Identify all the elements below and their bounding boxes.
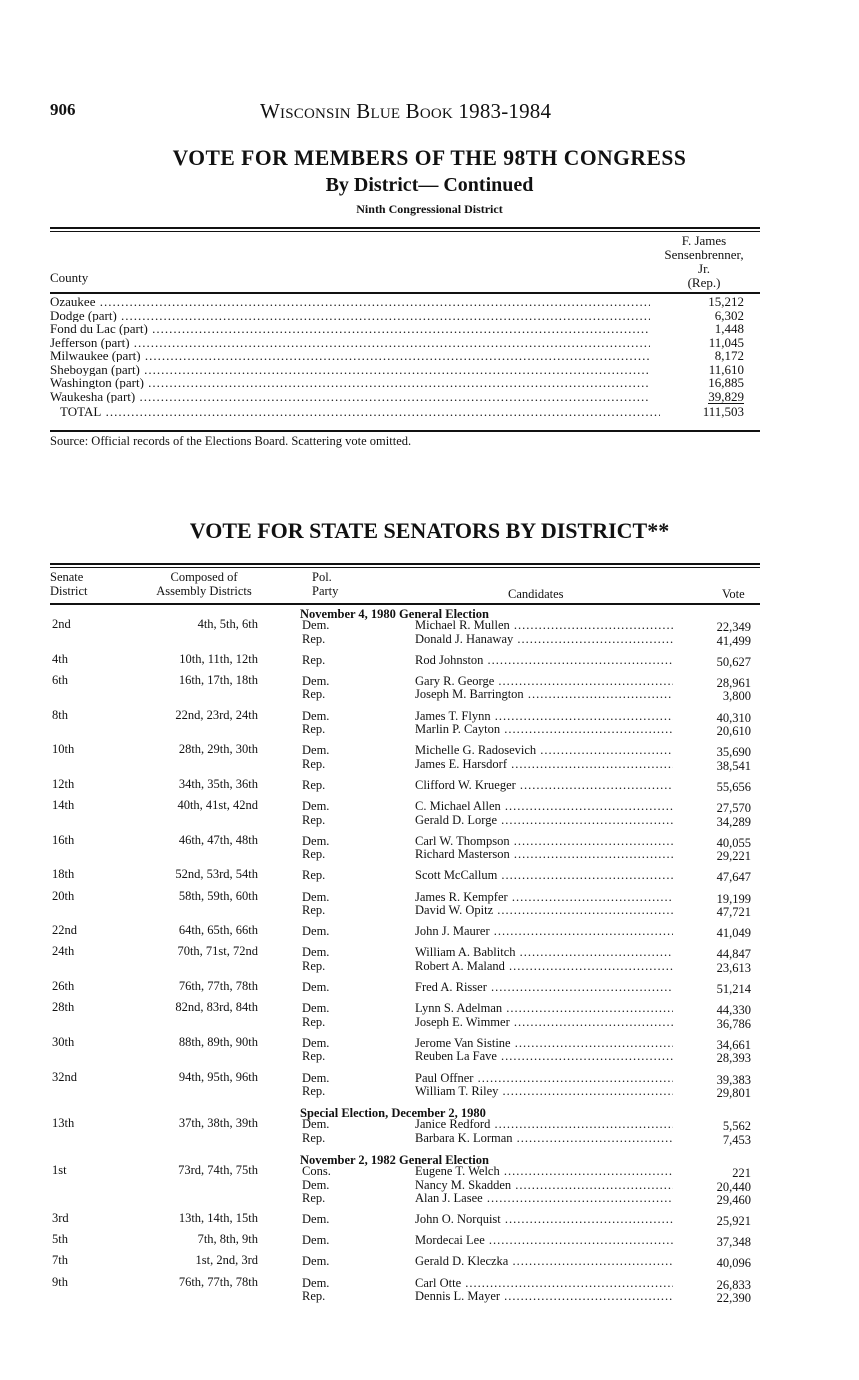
assembly-districts: 22nd, 23rd, 24th bbox=[175, 707, 258, 722]
header-line: Senate bbox=[50, 570, 84, 584]
vote-count: 11,610 bbox=[708, 361, 744, 377]
party: Cons. bbox=[302, 1163, 331, 1178]
senate-district: 20th bbox=[52, 888, 75, 903]
senate-district: 3rd bbox=[52, 1211, 69, 1226]
candidate-name: John J. Maurer ..... bbox=[415, 925, 673, 938]
vote-count: 29,221 bbox=[716, 849, 751, 864]
candidate-name: Robert A. Maland ..... bbox=[415, 960, 673, 973]
candidates-header: Candidates bbox=[508, 587, 564, 601]
candidate-name: Clifford W. Krueger ..... bbox=[415, 779, 673, 792]
vote-count: 41,049 bbox=[716, 926, 751, 941]
candidate-name: Lynn S. Adelman ..... bbox=[415, 1002, 673, 1015]
candidate-name: James E. Harsdorf ..... bbox=[415, 758, 673, 771]
party: Rep. bbox=[302, 1049, 326, 1064]
senate-district: 16th bbox=[52, 832, 75, 847]
vote-count: 7,453 bbox=[722, 1132, 751, 1147]
total-label: TOTAL ..... bbox=[60, 405, 660, 418]
candidate-name: Gary R. George ..... bbox=[415, 675, 673, 688]
candidate-header bbox=[648, 234, 760, 290]
candidate-name: Carl W. Thompson ..... bbox=[415, 835, 673, 848]
congress-table-header bbox=[50, 234, 760, 290]
vote-count: 51,214 bbox=[716, 982, 751, 996]
party: Rep. bbox=[302, 847, 326, 862]
total-vote: 111,503 bbox=[702, 404, 744, 419]
vote-count: 3,800 bbox=[722, 689, 751, 704]
vote-count: 15,212 bbox=[708, 294, 744, 309]
assembly-districts: 94th, 95th, 96th bbox=[178, 1069, 258, 1084]
party: Dem. bbox=[302, 1001, 330, 1016]
senate-district: 10th bbox=[52, 742, 75, 757]
vote-count: 39,829 bbox=[708, 388, 744, 404]
county-name: Milwaukee (part) ..... bbox=[50, 349, 650, 362]
party: Dem. bbox=[302, 1275, 330, 1290]
candidate-name: William A. Bablitch ..... bbox=[415, 946, 673, 959]
party-header bbox=[312, 570, 338, 598]
vote-count: 55,656 bbox=[716, 779, 751, 794]
assembly-districts: 37th, 38th, 39th bbox=[178, 1116, 258, 1131]
header-line: District bbox=[50, 584, 88, 598]
table-row bbox=[50, 376, 760, 389]
election-section-label: Special Election, December 2, 1980 bbox=[300, 1106, 486, 1121]
vote-count: 27,570 bbox=[716, 801, 751, 815]
candidate-name: Scott McCallum ..... bbox=[415, 869, 673, 882]
vote-count: 16,885 bbox=[708, 375, 744, 390]
party: Dem. bbox=[302, 799, 330, 813]
vote-count: 50,627 bbox=[716, 654, 751, 669]
party: Rep. bbox=[302, 958, 326, 973]
county-name: Dodge (part) ..... bbox=[50, 309, 650, 322]
vote-count: 34,289 bbox=[716, 814, 751, 829]
party: Rep. bbox=[302, 687, 326, 702]
candidate-name: Alan J. Lasee ..... bbox=[415, 1192, 673, 1205]
vote-count: 41,499 bbox=[716, 633, 751, 648]
vote-count: 23,613 bbox=[716, 960, 751, 975]
party: Rep. bbox=[302, 652, 326, 667]
vote-count: 37,348 bbox=[716, 1235, 751, 1250]
assembly-districts: 76th, 77th, 78th bbox=[178, 979, 258, 993]
assembly-districts: 40th, 41st, 42nd bbox=[177, 798, 258, 812]
assembly-districts: 13th, 14th, 15th bbox=[178, 1211, 258, 1226]
assembly-districts: 7th, 8th, 9th bbox=[197, 1232, 258, 1247]
senate-header-rule bbox=[50, 603, 760, 605]
vote-count: 1,448 bbox=[714, 321, 744, 336]
congress-title: VOTE FOR MEMBERS OF THE 98TH CONGRESS bbox=[172, 145, 687, 170]
county-header: County bbox=[50, 270, 89, 285]
candidate-name: Dennis L. Mayer ..... bbox=[415, 1290, 673, 1303]
senate-district: 30th bbox=[52, 1034, 75, 1049]
vote-count: 35,690 bbox=[716, 745, 751, 760]
assembly-districts: 76th, 77th, 78th bbox=[178, 1274, 258, 1289]
candidate-name: Paul Offner ..... bbox=[415, 1072, 673, 1085]
vote-count: 5,562 bbox=[722, 1119, 751, 1134]
senate-district: 4th bbox=[52, 651, 68, 666]
party: Rep. bbox=[302, 1014, 326, 1029]
party: Dem. bbox=[302, 945, 330, 960]
party: Dem. bbox=[302, 708, 330, 723]
candidate-name: Nancy M. Skadden ..... bbox=[415, 1179, 673, 1192]
senate-district-header bbox=[50, 570, 88, 598]
vote-count: 47,647 bbox=[716, 870, 751, 885]
party: Rep. bbox=[302, 756, 326, 771]
vote-count: 29,460 bbox=[716, 1193, 751, 1208]
assembly-districts: 64th, 65th, 66th bbox=[178, 923, 258, 938]
header-line: Party bbox=[312, 584, 339, 598]
senate-district: 14th bbox=[52, 798, 75, 812]
senate-district: 24th bbox=[52, 944, 75, 959]
table-row bbox=[50, 349, 760, 362]
candidate-name: Mordecai Lee ..... bbox=[415, 1234, 673, 1247]
candidate-name: Joseph M. Barrington ..... bbox=[415, 688, 673, 701]
candidate-name: Marlin P. Cayton ..... bbox=[415, 723, 673, 736]
assembly-districts: 82nd, 83rd, 84th bbox=[175, 1000, 258, 1015]
candidate-name: Fred A. Risser ..... bbox=[415, 981, 673, 994]
table-row bbox=[50, 309, 760, 322]
senate-district: 7th bbox=[52, 1253, 68, 1268]
county-name: Fond du Lac (part) ..... bbox=[50, 322, 650, 335]
table-top-rule bbox=[50, 227, 760, 229]
party: Dem. bbox=[302, 1177, 330, 1192]
candidate-name: Donald J. Hanaway ..... bbox=[415, 633, 673, 646]
vote-count: 40,096 bbox=[716, 1256, 751, 1271]
candidate-name: C. Michael Allen ..... bbox=[415, 800, 673, 813]
table-row bbox=[50, 295, 760, 308]
table-row bbox=[50, 390, 760, 403]
senate-district: 26th bbox=[52, 979, 75, 993]
candidate-name: Jerome Van Sistine ..... bbox=[415, 1037, 673, 1050]
vote-count: 47,721 bbox=[716, 905, 751, 920]
vote-count: 40,310 bbox=[716, 710, 751, 725]
party: Rep. bbox=[302, 1191, 326, 1206]
vote-count: 28,393 bbox=[716, 1051, 751, 1066]
table-row bbox=[50, 336, 760, 349]
vote-count: 20,610 bbox=[716, 724, 751, 739]
vote-count: 26,833 bbox=[716, 1277, 751, 1292]
vote-count: 38,541 bbox=[716, 758, 751, 773]
party: Rep. bbox=[302, 777, 326, 792]
senate-title: VOTE FOR STATE SENATORS BY DISTRICT** bbox=[189, 518, 670, 543]
senate-district: 13th bbox=[52, 1116, 75, 1131]
candidate-name: Michael R. Mullen ..... bbox=[415, 619, 673, 632]
congress-subtitle: By District— Continued bbox=[325, 174, 534, 196]
vote-count: 25,921 bbox=[716, 1214, 751, 1229]
assembly-districts: 28th, 29th, 30th bbox=[178, 742, 258, 757]
party: Dem. bbox=[302, 1117, 330, 1132]
candidate-header-line: Sensenbrenner, bbox=[664, 247, 744, 262]
assembly-districts: 73rd, 74th, 75th bbox=[178, 1162, 258, 1177]
assembly-districts: 16th, 17th, 18th bbox=[178, 672, 258, 687]
assembly-districts: 10th, 11th, 12th bbox=[179, 651, 258, 666]
source-note: Source: Official records of the Elections Board. Scattering vote omitted. bbox=[50, 434, 412, 448]
party: Rep. bbox=[302, 812, 326, 827]
senate-district: 22nd bbox=[52, 923, 77, 938]
party: Dem. bbox=[302, 1254, 330, 1269]
senate-district: 28th bbox=[52, 1000, 75, 1015]
party: Rep. bbox=[302, 1084, 326, 1099]
vote-count: 221 bbox=[732, 1165, 751, 1180]
candidate-name: James T. Flynn ..... bbox=[415, 710, 673, 723]
candidate-header-line: (Rep.) bbox=[687, 275, 721, 290]
party: Dem. bbox=[302, 833, 330, 848]
vote-count: 28,961 bbox=[716, 675, 751, 690]
election-section-label: November 2, 1982 General Election bbox=[300, 1152, 489, 1167]
party: Dem. bbox=[302, 889, 330, 904]
table-bottom-rule bbox=[50, 430, 760, 432]
senate-district: 2nd bbox=[52, 617, 71, 631]
header-line: Pol. bbox=[312, 570, 332, 584]
vote-count: 20,440 bbox=[716, 1179, 751, 1194]
assembly-districts: 4th, 5th, 6th bbox=[197, 617, 258, 631]
senate-top-rule bbox=[50, 563, 760, 565]
candidate-name: John O. Norquist ..... bbox=[415, 1213, 673, 1226]
candidate-name: Richard Masterson ..... bbox=[415, 848, 673, 861]
candidate-name: Rod Johnston ..... bbox=[415, 654, 673, 667]
senate-district: 1st bbox=[52, 1162, 67, 1177]
party: Rep. bbox=[302, 1289, 326, 1304]
party: Dem. bbox=[302, 924, 330, 939]
assembly-districts: 34th, 35th, 36th bbox=[178, 776, 258, 791]
election-section-label: November 4, 1980 General Election bbox=[300, 607, 489, 621]
vote-count: 34,661 bbox=[716, 1037, 751, 1052]
assembly-districts: 52nd, 53rd, 54th bbox=[175, 867, 258, 882]
vote-count: 36,786 bbox=[716, 1016, 751, 1031]
senate-district: 6th bbox=[52, 672, 68, 687]
county-name: Ozaukee ..... bbox=[50, 295, 650, 308]
assembly-districts: 88th, 89th, 90th bbox=[178, 1034, 258, 1049]
vote-count: 6,302 bbox=[714, 307, 744, 323]
candidate-name: Barbara K. Lorman ..... bbox=[415, 1132, 673, 1145]
senate-district: 12th bbox=[52, 776, 75, 791]
county-name: Sheboygan (part) ..... bbox=[50, 363, 650, 376]
header-rule bbox=[50, 292, 760, 294]
senate-district: 32nd bbox=[52, 1069, 77, 1084]
candidate-header-line: Jr. bbox=[698, 261, 710, 276]
table-row bbox=[50, 363, 760, 376]
vote-header: Vote bbox=[722, 587, 745, 601]
party: Dem. bbox=[302, 673, 330, 688]
table-row bbox=[50, 322, 760, 335]
candidate-name: David W. Opitz ..... bbox=[415, 904, 673, 917]
congress-district: Ninth Congressional District bbox=[356, 202, 503, 216]
senate-district: 8th bbox=[52, 707, 68, 722]
party: Rep. bbox=[302, 722, 326, 737]
candidate-name: Eugene T. Welch ..... bbox=[415, 1165, 673, 1178]
candidate-name: Michelle G. Radosevich ..... bbox=[415, 744, 673, 757]
vote-count: 39,383 bbox=[716, 1072, 751, 1087]
party: Dem. bbox=[302, 1070, 330, 1085]
vote-count: 44,330 bbox=[716, 1003, 751, 1018]
party: Dem. bbox=[302, 743, 330, 758]
vote-count: 8,172 bbox=[714, 348, 744, 363]
party: Dem. bbox=[302, 1212, 330, 1227]
senate-top-rule-thin bbox=[50, 567, 760, 568]
candidate-name: Carl Otte ..... bbox=[415, 1277, 673, 1290]
vote-count: 44,847 bbox=[716, 947, 751, 962]
candidate-name: James R. Kempfer ..... bbox=[415, 891, 673, 904]
party: Dem. bbox=[302, 980, 330, 994]
candidate-name: Gerald D. Lorge ..... bbox=[415, 814, 673, 827]
party: Dem. bbox=[302, 1035, 330, 1050]
party: Dem. bbox=[302, 1233, 330, 1248]
table-top-rule-thin bbox=[50, 231, 760, 232]
assembly-districts: 58th, 59th, 60th bbox=[178, 888, 258, 903]
assembly-districts: 1st, 2nd, 3rd bbox=[195, 1253, 258, 1268]
vote-count: 22,390 bbox=[716, 1291, 751, 1306]
party: Rep. bbox=[302, 903, 326, 918]
senate-district: 9th bbox=[52, 1274, 68, 1289]
county-name: Waukesha (part) ..... bbox=[50, 390, 650, 403]
candidate-name: Gerald D. Kleczka ..... bbox=[415, 1255, 673, 1268]
header-line: Assembly Districts bbox=[156, 584, 252, 598]
candidate-name: Reuben La Fave ..... bbox=[415, 1050, 673, 1063]
vote-count: 22,349 bbox=[716, 620, 751, 634]
county-name: Washington (part) ..... bbox=[50, 376, 650, 389]
header-line: Composed of bbox=[170, 570, 238, 584]
running-head: Wisconsin Blue Book 1983-1984 bbox=[260, 99, 552, 123]
assembly-districts: 70th, 71st, 72nd bbox=[177, 944, 258, 959]
candidate-name: William T. Riley ..... bbox=[415, 1085, 673, 1098]
candidate-name: Janice Redford ..... bbox=[415, 1118, 673, 1131]
assembly-header bbox=[146, 570, 262, 598]
vote-count: 11,045 bbox=[708, 334, 744, 350]
vote-count: 19,199 bbox=[716, 891, 751, 906]
party: Dem. bbox=[302, 618, 330, 632]
vote-count: 40,055 bbox=[716, 835, 751, 850]
party: Rep. bbox=[302, 631, 326, 646]
candidate-name: Joseph E. Wimmer ..... bbox=[415, 1016, 673, 1029]
senate-district: 5th bbox=[52, 1232, 68, 1247]
vote-count: 29,801 bbox=[716, 1086, 751, 1101]
page-number: 906 bbox=[50, 100, 76, 119]
party: Rep. bbox=[302, 1130, 326, 1145]
total-row bbox=[50, 405, 760, 418]
candidate-header-line: F. James bbox=[681, 233, 727, 248]
party: Rep. bbox=[302, 868, 326, 883]
assembly-districts: 46th, 47th, 48th bbox=[178, 832, 258, 847]
senate-district: 18th bbox=[52, 867, 75, 882]
county-name: Jefferson (part) ..... bbox=[50, 336, 650, 349]
